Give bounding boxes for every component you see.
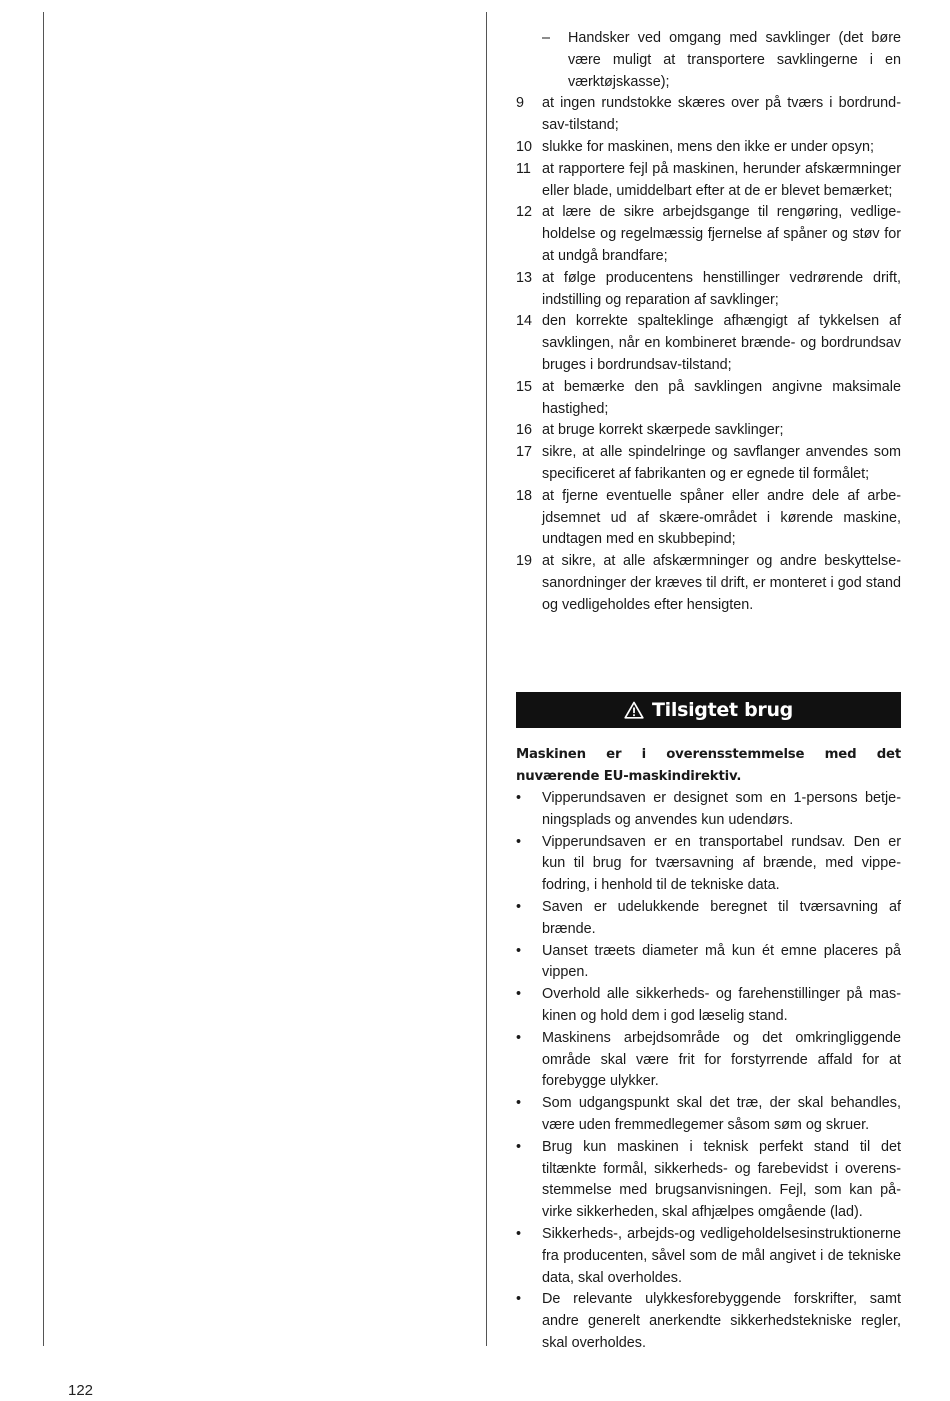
list-item-text: at rapportere fejl på maskinen, herunder afskærmninger eller blade, umiddelbart efter at de er blevet bemærket; [542,160,901,199]
bullet-item [516,1137,901,1224]
list-item [516,377,901,421]
list-item-dash [516,28,901,93]
list-item-text: at sikre, at alle afskærmninger og andre beskyttelsesanordninger der kræves til drift, er monteret i god stand og vedligeholdes efter hensigten. [542,553,901,613]
item-number: 18 [516,487,533,504]
list-item [516,442,901,486]
bullet-marker: • [516,1029,522,1046]
bullet-text: Saven er udelukkende beregnet til tværsavning af brænde. [542,898,901,937]
item-number: 10 [516,138,533,155]
bullet-text: Som udgangspunkt skal det træ, der skal behandles, være uden fremmedlegemer såsom søm og skruer. [542,1095,901,1133]
list-item [516,420,901,442]
bullet-marker: • [516,1138,522,1155]
bullet-marker: • [516,986,522,1003]
item-number: 12 [516,204,533,221]
intro-statement: Maskinen er i overensstemmelse med det nuværende EU-maskindirektiv. [516,747,901,784]
warning-triangle-icon [624,701,644,719]
item-number: 16 [516,422,533,439]
list-item [516,93,901,137]
list-item-text: den korrekte spalteklinge afhængigt af tykkelsen af savklingen, når en kombineret brænde- og bordrundsav bruges i bordrundsav-tilstand; [542,313,901,373]
list-item [516,311,901,376]
list-item [516,551,901,616]
bullet-text: Uanset træets diameter må kun ét emne placeres på vippen. [542,942,901,981]
dash-marker: – [542,30,551,46]
bullet-item [516,788,901,832]
list-item-text: at følge producentens henstillinger vedrørende drift, indstilling og reparation af savklinger; [542,269,901,308]
item-number: 15 [516,378,533,395]
list-item [516,268,901,312]
bullet-item [516,832,901,897]
list-item-text: at bruge korrekt skærpede savklinger; [542,422,784,439]
bullet-text: Vipperundsaven er en transportabel rundsav. Den er kun til brug for tværsavning af brænde, med vippefodring, i henhold til de tekniske data. [542,833,901,894]
list-item-text: slukke for maskinen, mens den ikke er under opsyn; [542,138,874,155]
bullet-marker: • [516,942,522,959]
item-number: 11 [516,160,531,177]
bullet-text: Maskinens arbejdsområde og det omkringliggende område skal være frit for forstyrrende affald for at forebygge ulykker. [542,1029,901,1090]
item-number: 17 [516,444,533,461]
section-header-intended-use [516,692,901,728]
column-divider-rule [486,12,487,1346]
intended-use-bullet-list [516,788,901,1355]
bullet-marker: • [516,1291,522,1308]
bullet-marker: • [516,833,522,850]
bullet-marker: • [516,1225,522,1242]
bullet-item [516,897,901,941]
continued-numbered-list [516,28,901,617]
bullet-marker: • [516,898,522,915]
list-item [516,486,901,551]
item-number: 13 [516,269,533,286]
list-item [516,159,901,203]
bullet-marker: • [516,790,522,806]
list-item [516,137,901,159]
page-number: 122 [68,1382,94,1399]
bullet-item [516,941,901,985]
list-item-text: at ingen rundstokke skæres over på tværs i bordrundsav-tilstand; [542,95,901,134]
bullet-text: Vipperundsaven er designet som en 1-persons betjeningsplads og anvendes kun udendørs. [542,790,901,828]
bullet-text: Brug kun maskinen i teknisk perfekt stand til det tiltænkte formål, sikkerheds- og farebevidst i overensstemmelse med brugsanvisningen. Fejl, som kan påvirke sikkerheden, skal afhjælpes omgående (lad). [542,1138,901,1221]
section-title: Tilsigtet brug [652,699,793,721]
bullet-item [516,1093,901,1137]
bullet-item [516,984,901,1028]
bullet-item [516,1224,901,1289]
bullet-item [516,1289,901,1354]
left-margin-rule [43,12,44,1346]
item-number: 9 [516,95,525,112]
list-item-text: at fjerne eventuelle spåner eller andre dele af arbejdsemnet ud af skære-området i kørende maskine, undtagen med en skubbepind; [542,487,901,548]
list-item-text: sikre, at alle spindelringe og savflanger anvendes som specificeret af fabrikanten og er egnede til formålet; [542,444,901,482]
item-number: 14 [516,313,533,330]
bullet-text: De relevante ulykkesforebyggende forskrifter, samt andre generelt anerkendte sikkerhedstekniske regler, skal overholdes. [542,1291,901,1351]
bullet-text: Sikkerheds-, arbejds-og vedligeholdelsesinstruktionerne fra producenten, såvel som de mål angivet i de tekniske data, skal overholdes. [542,1225,901,1286]
list-item-text: Handsker ved omgang med savklinger (det børe være muligt at transportere savklingerne i en værktøjskasse); [568,30,901,90]
bullet-marker: • [516,1095,522,1112]
list-item-text: at lære de sikre arbejdsgange til rengøring, vedligeholdelse og regelmæssig fjernelse af spåner og støv for at undgå brandfare; [542,204,901,264]
bullet-item [516,1028,901,1093]
list-item [516,202,901,267]
list-item-text: at bemærke den på savklingen angivne maksimale hastighed; [542,378,901,417]
item-number: 19 [516,553,533,570]
bullet-text: Overhold alle sikkerheds- og farehenstillinger på maskinen og hold dem i god læselig stand. [542,986,901,1024]
